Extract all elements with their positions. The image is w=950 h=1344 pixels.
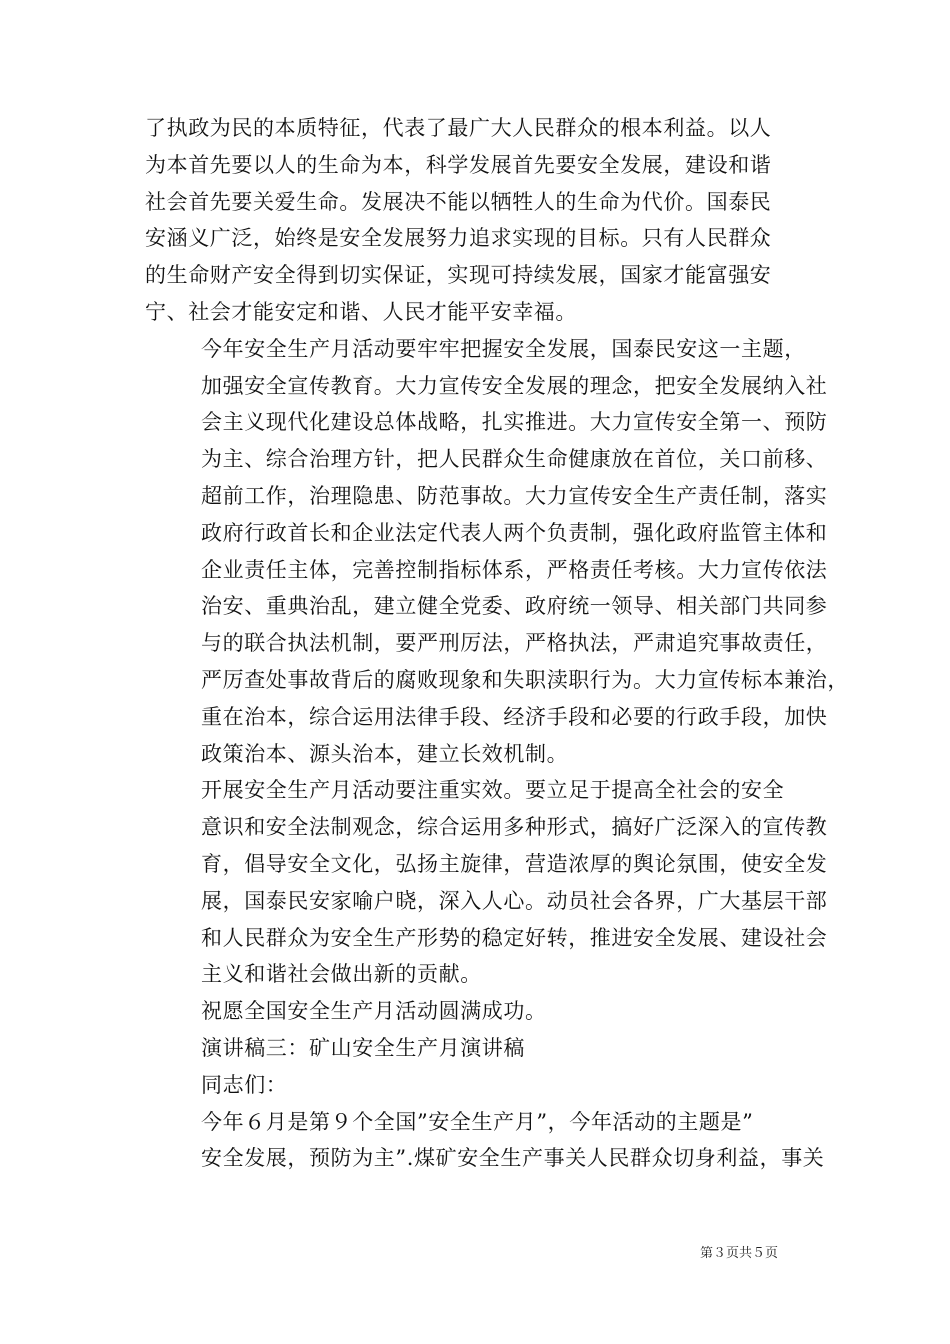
text-line: 严厉查处事故背后的腐败现象和失职渎职行为。大力宣传标本兼治， bbox=[201, 667, 849, 692]
paragraph-p1 bbox=[145, 110, 810, 331]
text-line: 会主义现代化建设总体战略，扎实推进。大力宣传安全第一、预防 bbox=[201, 410, 828, 435]
text-line: 与的联合执法机制，要严刑厉法，严格执法，严肃追究事故责任， bbox=[201, 631, 828, 656]
text-line: 演讲稿三：矿山安全生产月演讲稿 bbox=[201, 1035, 525, 1060]
text-line: 意识和安全法制观念，综合运用多种形式，搞好广泛深入的宣传教 bbox=[201, 815, 828, 840]
document-body bbox=[145, 110, 849, 1177]
paragraph-p7 bbox=[145, 1104, 825, 1178]
paragraph-p6 bbox=[145, 1067, 810, 1104]
text-line: 政策治本、源头治本，建立长效机制。 bbox=[201, 741, 569, 766]
paragraph-p3 bbox=[145, 772, 828, 993]
text-line: 展，国泰民安家喻户晓，深入人心。动员社会各界，广大基层干部 bbox=[201, 888, 828, 913]
text-line: 育，倡导安全文化，弘扬主旋律，营造浓厚的舆论氛围，使安全发 bbox=[201, 851, 828, 876]
paragraph-p2 bbox=[145, 331, 849, 773]
text-line: 今年６月是第９个全国”安全生产月”，今年活动的主题是” bbox=[201, 1109, 754, 1134]
text-line: 安全发展，预防为主”.煤矿安全生产事关人民群众切身利益，事关 bbox=[201, 1146, 825, 1171]
text-line: 治安、重典治乱，建立健全党委、政府统一领导、相关部门共同参 bbox=[201, 594, 828, 619]
text-line: 的生命财产安全得到切实保证，实现可持续发展，国家才能富强安 bbox=[145, 263, 772, 288]
text-line: 企业责任主体，完善控制指标体系，严格责任考核。大力宣传依法 bbox=[201, 557, 828, 582]
text-line: 为主、综合治理方针，把人民群众生命健康放在首位，关口前移、 bbox=[201, 447, 828, 472]
text-line: 为本首先要以人的生命为本，科学发展首先要安全发展，建设和谐 bbox=[145, 152, 772, 177]
text-line: 今年安全生产月活动要牢牢把握安全发展，国泰民安这一主题， bbox=[201, 336, 806, 361]
text-line: 加强安全宣传教育。大力宣传安全发展的理念，把安全发展纳入社 bbox=[201, 373, 828, 398]
text-line: 和人民群众为安全生产形势的稳定好转，推进安全发展、建设社会 bbox=[201, 925, 828, 950]
page-number-footer: 第３页共５页 bbox=[700, 1246, 779, 1261]
text-line: 超前工作，治理隐患、防范事故。大力宣传安全生产责任制，落实 bbox=[201, 483, 828, 508]
text-line: 社会首先要关爱生命。发展决不能以牺牲人的生命为代价。国泰民 bbox=[145, 189, 772, 214]
paragraph-p4 bbox=[145, 993, 810, 1030]
text-line: 开展安全生产月活动要注重实效。要立足于提高全社会的安全 bbox=[201, 778, 785, 803]
text-line: 了执政为民的本质特征，代表了最广大人民群众的根本利益。以人 bbox=[145, 116, 772, 140]
text-line: 主义和谐社会做出新的贡献。 bbox=[201, 962, 482, 987]
text-line: 安涵义广泛，始终是安全发展努力追求实现的目标。只有人民群众 bbox=[145, 226, 772, 251]
text-line: 宁、社会才能安定和谐、人民才能平安幸福。 bbox=[145, 299, 577, 324]
text-line: 同志们： bbox=[201, 1072, 288, 1097]
text-line: 重在治本，综合运用法律手段、经济手段和必要的行政手段，加快 bbox=[201, 704, 828, 729]
paragraph-p5 bbox=[145, 1030, 810, 1067]
text-line: 祝愿全国安全生产月活动圆满成功。 bbox=[201, 999, 547, 1024]
text-line: 政府行政首长和企业法定代表人两个负责制，强化政府监管主体和 bbox=[201, 520, 828, 545]
